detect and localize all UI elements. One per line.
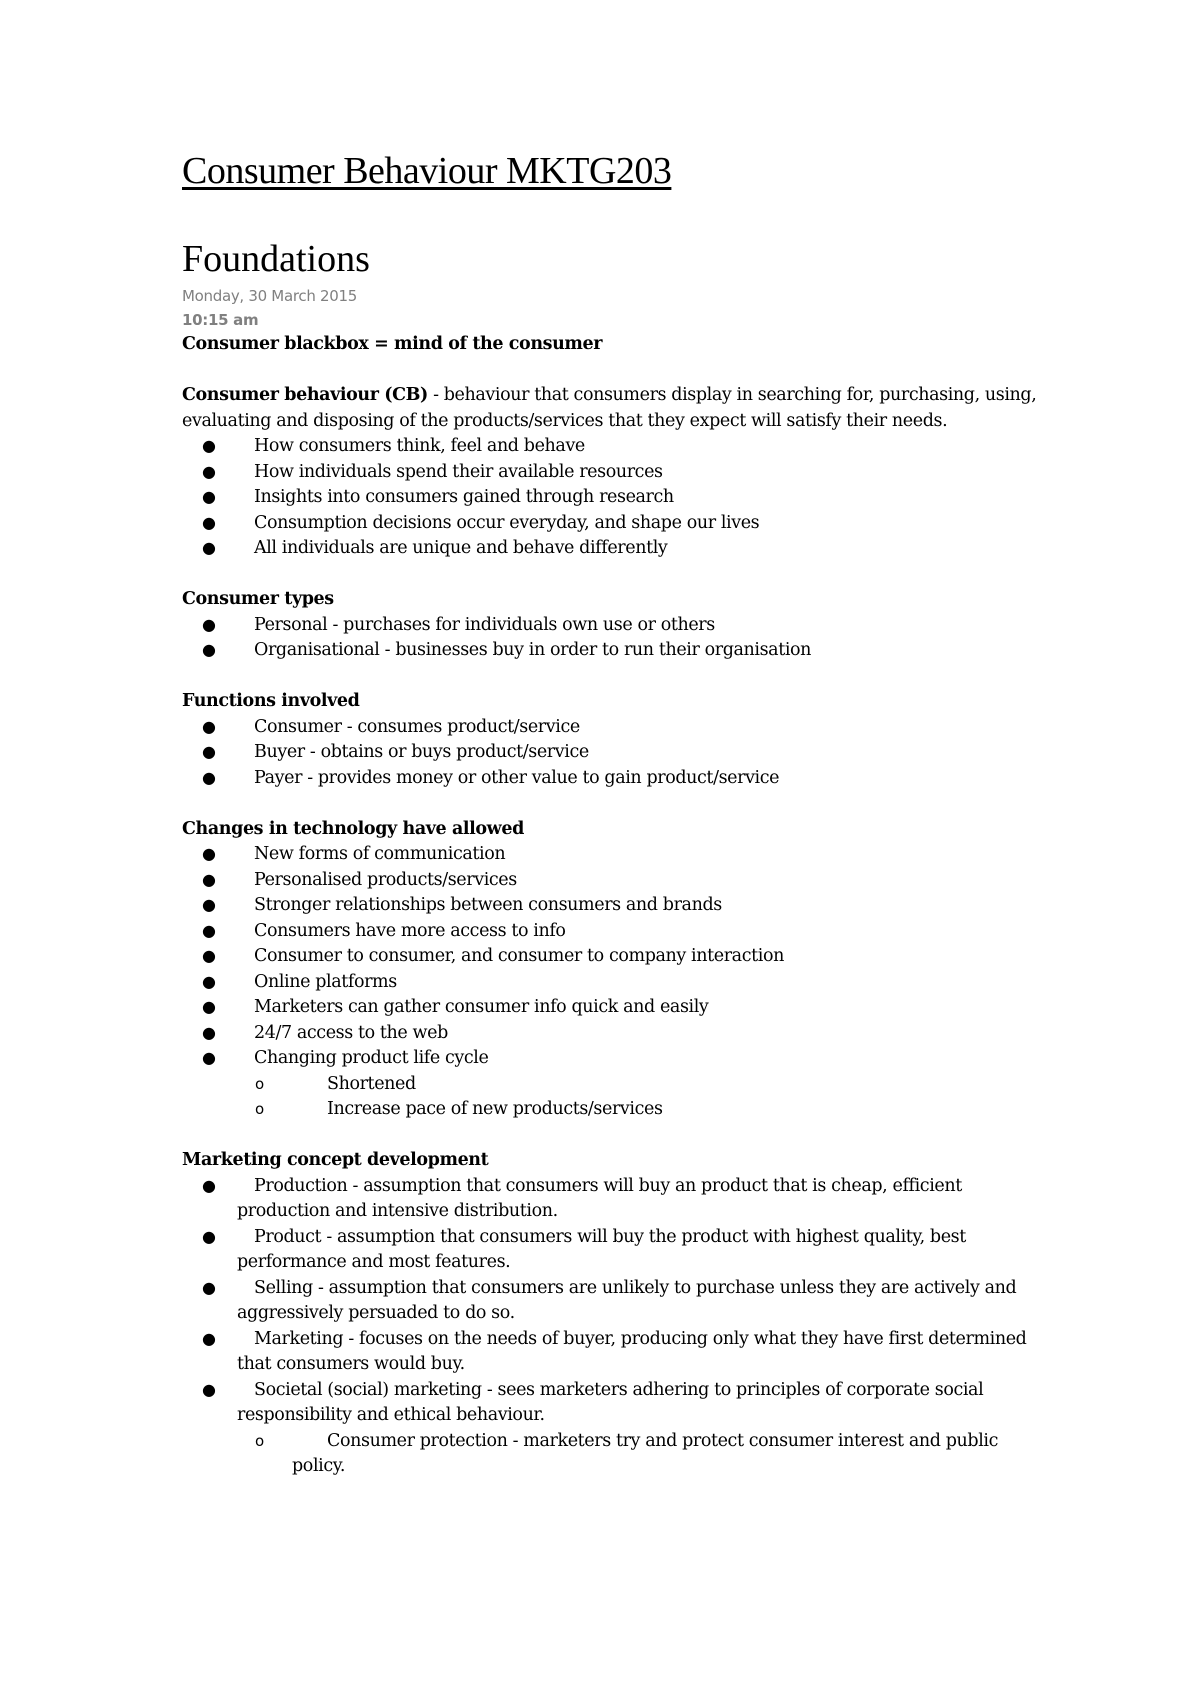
list-item: ● Consumers have more access to info xyxy=(182,919,1042,945)
list-item: ● Personal - purchases for individuals own use or others xyxy=(182,613,1042,639)
list-item: ● Organisational - businesses buy in order to run their organisation xyxy=(182,638,1042,664)
bullet-icon: ● xyxy=(202,1226,216,1246)
technology-list xyxy=(182,842,1042,1072)
list-item: ● All individuals are unique and behave differently xyxy=(182,536,1042,562)
list-item: ● Societal (social) marketing - sees marketers adhering to principles of corporate social responsibility and ethical behaviour. xyxy=(182,1378,1042,1429)
bullet-icon: ● xyxy=(202,436,216,455)
bullet-icon: ● xyxy=(202,1328,216,1348)
marketing-heading: Marketing concept development xyxy=(182,1150,489,1170)
bullet-icon: ● xyxy=(202,920,216,940)
list-item: ● Stronger relationships between consumers and brands xyxy=(182,893,1042,919)
list-item: ● Insights into consumers gained through research xyxy=(182,485,1042,511)
technology-heading: Changes in technology have allowed xyxy=(182,818,524,839)
list-item: ● Selling - assumption that consumers are unlikely to purchase unless they are actively and aggressively persuaded to do so. xyxy=(182,1276,1042,1327)
bullet-icon: ● xyxy=(202,1022,216,1042)
list-item: ● Consumer - consumes product/service xyxy=(182,715,1042,741)
page-date: Monday, 30 March 2015 xyxy=(182,287,357,305)
bullet-icon: ● xyxy=(202,742,216,761)
bullet-icon: ● xyxy=(202,844,216,863)
circle-bullet-icon: o xyxy=(255,1100,264,1118)
functions-heading: Functions involved xyxy=(182,691,360,711)
consumer-types-heading: Consumer types xyxy=(182,589,334,609)
functions-list xyxy=(182,715,1042,792)
page-title: Foundations xyxy=(182,238,370,280)
circle-bullet-icon: o xyxy=(255,1074,264,1093)
list-item: ● Marketers can gather consumer info quick and easily xyxy=(182,995,1042,1021)
document-title: Consumer Behaviour MKTG203 xyxy=(182,150,672,192)
bullet-icon: ● xyxy=(202,1379,216,1399)
circle-bullet-icon: o xyxy=(255,1431,264,1450)
bullet-icon: ● xyxy=(202,767,216,787)
page-time: 10:15 am xyxy=(182,311,259,329)
list-item: ● How individuals spend their available resources xyxy=(182,460,1042,486)
blackbox-line: Consumer blackbox = mind of the consumer xyxy=(182,334,603,354)
list-item: ● How consumers think, feel and behave xyxy=(182,434,1042,460)
list-item: ● Personalised products/services xyxy=(182,868,1042,894)
list-item: ● Changing product life cycle xyxy=(182,1046,1042,1072)
list-item: ● Marketing - focuses on the needs of buyer, producing only what they have first determined that consumers would buy. xyxy=(182,1327,1042,1378)
bullet-icon: ● xyxy=(202,895,216,914)
notes-body xyxy=(182,332,1042,1480)
bullet-icon: ● xyxy=(202,614,216,634)
list-item: ● Consumer to consumer, and consumer to company interaction xyxy=(182,944,1042,970)
cb-definition xyxy=(182,383,1042,434)
bullet-icon: ● xyxy=(202,716,216,736)
bullet-icon: ● xyxy=(202,997,216,1016)
bullet-icon: ● xyxy=(202,1048,216,1067)
marketing-sublist xyxy=(182,1429,1042,1480)
technology-sublist xyxy=(182,1072,1042,1123)
bullet-icon: ● xyxy=(202,869,216,889)
bullet-icon: ● xyxy=(202,461,216,481)
list-item: ● 24/7 access to the web xyxy=(182,1021,1042,1047)
list-item: ● Payer - provides money or other value to gain product/service xyxy=(182,766,1042,792)
sub-list-item: o Consumer protection - marketers try and protect consumer interest and public policy. xyxy=(255,1430,998,1476)
list-item: ● Production - assumption that consumers will buy an product that is cheap, efficient production and intensive distribution. xyxy=(182,1174,1042,1225)
bullet-icon: ● xyxy=(202,946,216,965)
list-item: ● Consumption decisions occur everyday, and shape our lives xyxy=(182,511,1042,537)
consumer-types-list xyxy=(182,613,1042,664)
cb-term: Consumer behaviour (CB) xyxy=(182,385,428,405)
bullet-icon: ● xyxy=(202,971,216,991)
bullet-icon: ● xyxy=(202,487,216,506)
bullet-icon: ● xyxy=(202,512,216,532)
sub-list-item: o Increase pace of new products/services xyxy=(182,1097,1042,1123)
list-item: ● Online platforms xyxy=(182,970,1042,996)
list-item: ● Product - assumption that consumers will buy the product with highest quality, best performance and most features. xyxy=(182,1225,1042,1276)
marketing-list xyxy=(182,1174,1042,1429)
list-item: ● New forms of communication xyxy=(182,842,1042,868)
bullet-icon: ● xyxy=(202,538,216,557)
document-page xyxy=(182,148,1042,1480)
bullet-icon: ● xyxy=(202,640,216,659)
sub-list-item: o Shortened xyxy=(182,1072,1042,1098)
bullet-icon: ● xyxy=(202,1175,216,1195)
list-item: ● Buyer - obtains or buys product/service xyxy=(182,740,1042,766)
bullet-icon: ● xyxy=(202,1277,216,1297)
cb-definition-text: - behaviour that consumers display in searching for, purchasing, using, evaluating and disposing of the products/services that they expect will satisfy their needs. xyxy=(182,385,1037,431)
cb-points-list xyxy=(182,434,1042,562)
